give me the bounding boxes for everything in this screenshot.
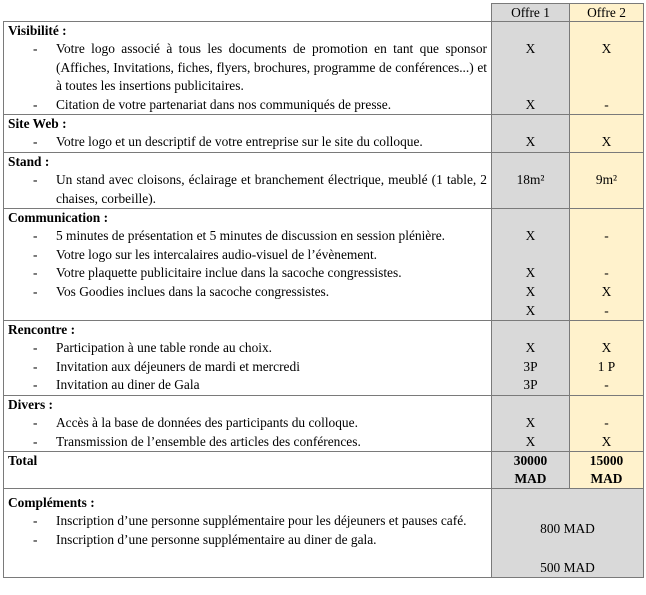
item-text: Votre logo et un descriptif de votre entreprise sur le site du colloque. (56, 134, 423, 150)
list-item (4, 376, 491, 395)
offer1-value: X (525, 96, 536, 112)
section-rencontre-desc (4, 321, 492, 396)
section-title: Visibilité : (8, 23, 67, 38)
bullet-dash: - (33, 433, 38, 449)
offer1-value: 18m² (516, 171, 545, 187)
item-text: Votre logo sur les intercalaires audio-visuel de l’évènement. (56, 246, 378, 262)
item-text: Invitation au diner de Gala (56, 377, 200, 393)
offer1-cell (492, 321, 570, 396)
offer2-cell (570, 395, 644, 451)
list-item (4, 227, 491, 246)
offer2-cell (570, 209, 644, 321)
offer1-header: Offre 1 (492, 4, 570, 22)
bullet-dash: - (33, 377, 38, 393)
list-item (4, 246, 491, 265)
complements-row (4, 489, 644, 578)
sponsorship-offers-table (3, 3, 644, 578)
item-text: Inscription d’une personne supplémentaire au diner de gala. (56, 531, 377, 547)
offer1-total-amount: 30000 (513, 453, 548, 469)
item-text: Votre plaquette publicitaire inclue dans la sacoche congressistes. (56, 265, 402, 281)
complement-price: 500 MAD (540, 560, 595, 576)
list-item (4, 512, 491, 531)
section-title: Communication : (8, 210, 109, 226)
offer2-value: - (604, 265, 609, 281)
offer1-value: X (525, 265, 536, 281)
list-item (4, 339, 491, 358)
offer1-value: X (525, 302, 536, 318)
header-blank-cell (4, 4, 492, 22)
offer1-value: X (525, 433, 536, 449)
bullet-dash: - (33, 134, 38, 150)
section-divers-desc (4, 395, 492, 451)
offer1-value: 3P (523, 377, 538, 393)
offer1-value: X (525, 41, 536, 56)
item-text: Vos Goodies inclues dans la sacoche congressistes. (56, 283, 330, 299)
offer2-cell (570, 115, 644, 153)
section-siteweb-desc (4, 115, 492, 153)
offer2-value: X (601, 134, 612, 150)
complements-desc (4, 489, 492, 578)
complement-price: 800 MAD (540, 521, 595, 537)
offer2-value: 1 P (597, 358, 616, 374)
header-row (4, 4, 644, 22)
section-siteweb (4, 115, 644, 153)
offer2-value: X (601, 433, 612, 449)
offer2-value: - (604, 96, 609, 112)
offer1-value: X (525, 340, 536, 356)
offer1-value: X (525, 228, 536, 244)
bullet-dash: - (33, 513, 38, 529)
offer2-value: - (604, 228, 609, 244)
total-label-cell (4, 452, 492, 489)
offer2-total-unit: MAD (590, 471, 623, 487)
list-item (4, 264, 491, 283)
list-item (4, 283, 491, 302)
offer2-cell (570, 321, 644, 396)
offer2-cell (570, 152, 644, 208)
bullet-dash: - (33, 358, 38, 374)
offer1-value: X (525, 414, 536, 430)
section-communication-desc (4, 209, 492, 321)
section-title: Site Web : (8, 116, 67, 132)
item-text: Citation de votre partenariat dans nos communiqués de presse. (56, 96, 392, 112)
list-item (4, 433, 491, 452)
offer2-cell (570, 22, 644, 115)
total-label: Total (8, 453, 38, 469)
section-visibilite-desc (4, 22, 492, 115)
bullet-dash: - (33, 340, 38, 356)
complements-price-cell (492, 489, 644, 578)
section-rencontre (4, 321, 644, 396)
offer1-value: X (525, 134, 536, 150)
offer1-total-cell (492, 452, 570, 489)
bullet-dash: - (33, 283, 38, 299)
list-item (4, 414, 491, 433)
offer1-total-unit: MAD (514, 471, 547, 487)
item-text: Inscription d’une personne supplémentaire pour les déjeuners et pauses café. (56, 513, 467, 529)
offer2-value: - (604, 414, 609, 430)
list-item (4, 40, 491, 96)
bullet-dash: - (33, 265, 38, 281)
item-text: Accès à la base de données des participants du colloque. (56, 414, 358, 430)
offer2-value: X (601, 283, 612, 299)
bullet-dash: - (33, 531, 38, 547)
bullet-dash: - (33, 228, 38, 244)
offer2-total-cell (570, 452, 644, 489)
offer1-cell (492, 395, 570, 451)
list-item (4, 96, 491, 115)
offer2-value: X (601, 41, 612, 56)
offer1-cell (492, 22, 570, 115)
bullet-dash: - (33, 41, 38, 56)
section-communication (4, 209, 644, 321)
bullet-dash: - (33, 171, 38, 187)
section-title: Stand : (8, 153, 50, 169)
list-item (4, 133, 491, 152)
item-text: Un stand avec cloisons, éclairage et branchement électrique, meublé (1 table, 2 chaises, corbeille). (56, 171, 487, 206)
list-item (4, 171, 491, 208)
offer2-value: 9m² (595, 171, 618, 187)
section-title: Divers : (8, 396, 53, 412)
offer2-value: X (601, 340, 612, 356)
list-item (4, 358, 491, 377)
section-visibilite (4, 22, 644, 115)
offer2-value: - (604, 377, 609, 393)
offer1-cell (492, 115, 570, 153)
total-row (4, 452, 644, 489)
offer2-value: - (604, 302, 609, 318)
bullet-dash: - (33, 96, 38, 112)
list-item (4, 531, 491, 550)
item-text: Participation à une table ronde au choix. (56, 340, 273, 356)
item-text: Invitation aux déjeuners de mardi et mercredi (56, 358, 300, 374)
section-stand-desc (4, 152, 492, 208)
item-text: Votre logo associé à tous les documents de promotion en tant que sponsor (Affiches, Invitations, fiches, flyers, brochures, programme de conférences...) et à toutes les insertions publicitaires. (56, 41, 487, 94)
section-title: Compléments : (8, 495, 95, 511)
bullet-dash: - (33, 246, 38, 262)
offer1-cell (492, 209, 570, 321)
offer2-header: Offre 2 (570, 4, 644, 22)
offer1-value: 3P (523, 358, 538, 374)
offer1-value: X (525, 283, 536, 299)
item-text: Transmission de l’ensemble des articles des conférences. (56, 433, 361, 449)
section-title: Rencontre : (8, 322, 76, 338)
section-stand (4, 152, 644, 208)
offer2-total-amount: 15000 (589, 453, 624, 469)
section-divers (4, 395, 644, 451)
offer1-cell (492, 152, 570, 208)
bullet-dash: - (33, 414, 38, 430)
item-text: 5 minutes de présentation et 5 minutes de discussion en session plénière. (56, 228, 445, 244)
